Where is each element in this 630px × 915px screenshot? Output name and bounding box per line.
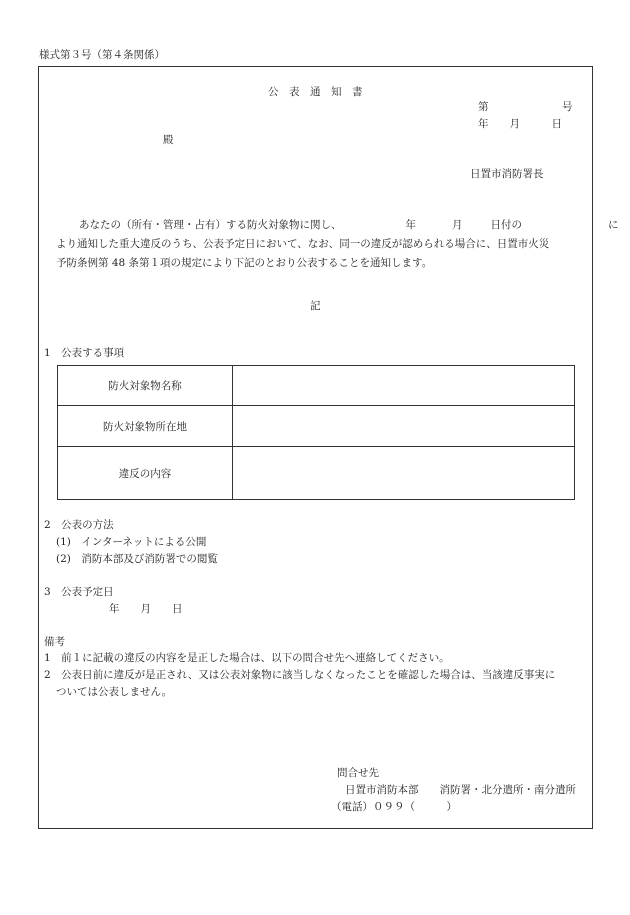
row-label: 防火対象物所在地	[58, 406, 233, 447]
method-item-1: (1) インターネットによる公開	[56, 536, 207, 548]
row-value	[233, 366, 575, 406]
remark-item-1: 1 前１に記載の違反の内容を是正した場合は、以下の問合せ先へ連絡してください。	[44, 652, 450, 664]
row-value	[233, 406, 575, 447]
document-number: 第 号	[478, 101, 573, 113]
section3-heading: 3 公表予定日	[44, 586, 114, 598]
contact-heading: 問合せ先	[337, 767, 379, 779]
document-date: 年 月 日	[478, 118, 562, 130]
contact-phone: （電話）０９９（ ）	[331, 801, 457, 813]
addressee-suffix: 殿	[163, 134, 174, 146]
ki-mark: 記	[310, 300, 321, 312]
document-title: 公 表 通 知 書	[268, 86, 363, 98]
table-row	[58, 406, 575, 447]
row-label: 違反の内容	[58, 447, 233, 500]
form-label: 様式第３号（第４条関係）	[39, 49, 165, 61]
method-item-2: (2) 消防本部及び消防署での閲覧	[56, 553, 218, 565]
section1-heading: 1 公表する事項	[44, 347, 125, 359]
scheduled-date: 年 月 日	[109, 603, 183, 615]
remark-item-2-line-1: 2 公表日前に違反が是正され、又は公表対象物に該当しなくなったことを確認した場合は、当該違反事実に	[44, 669, 556, 681]
table-row	[58, 447, 575, 500]
body-line-2: より通知した重大違反のうち、公表予定日において、なお、同一の違反が認められる場合に、日置市火災	[56, 238, 550, 250]
remark-item-2-line-2: ついては公表しません。	[56, 686, 173, 698]
row-label: 防火対象物名称	[58, 366, 233, 406]
body-line-1: あなたの（所有・管理・占有）する防火対象物に関し、 年 月 日付の に	[79, 219, 619, 231]
items-table	[57, 365, 575, 500]
section2-heading: 2 公表の方法	[44, 519, 114, 531]
body-line-3: 予防条例第 48 条第１項の規定により下記のとおり公表することを通知します。	[56, 257, 433, 269]
contact-organization: 日置市消防本部 消防署・北分遣所・南分遣所	[345, 784, 576, 796]
row-value	[233, 447, 575, 500]
table-row	[58, 366, 575, 406]
notice-body	[56, 216, 619, 273]
issuer: 日置市消防署長	[470, 168, 544, 180]
remarks-heading: 備考	[44, 636, 65, 648]
